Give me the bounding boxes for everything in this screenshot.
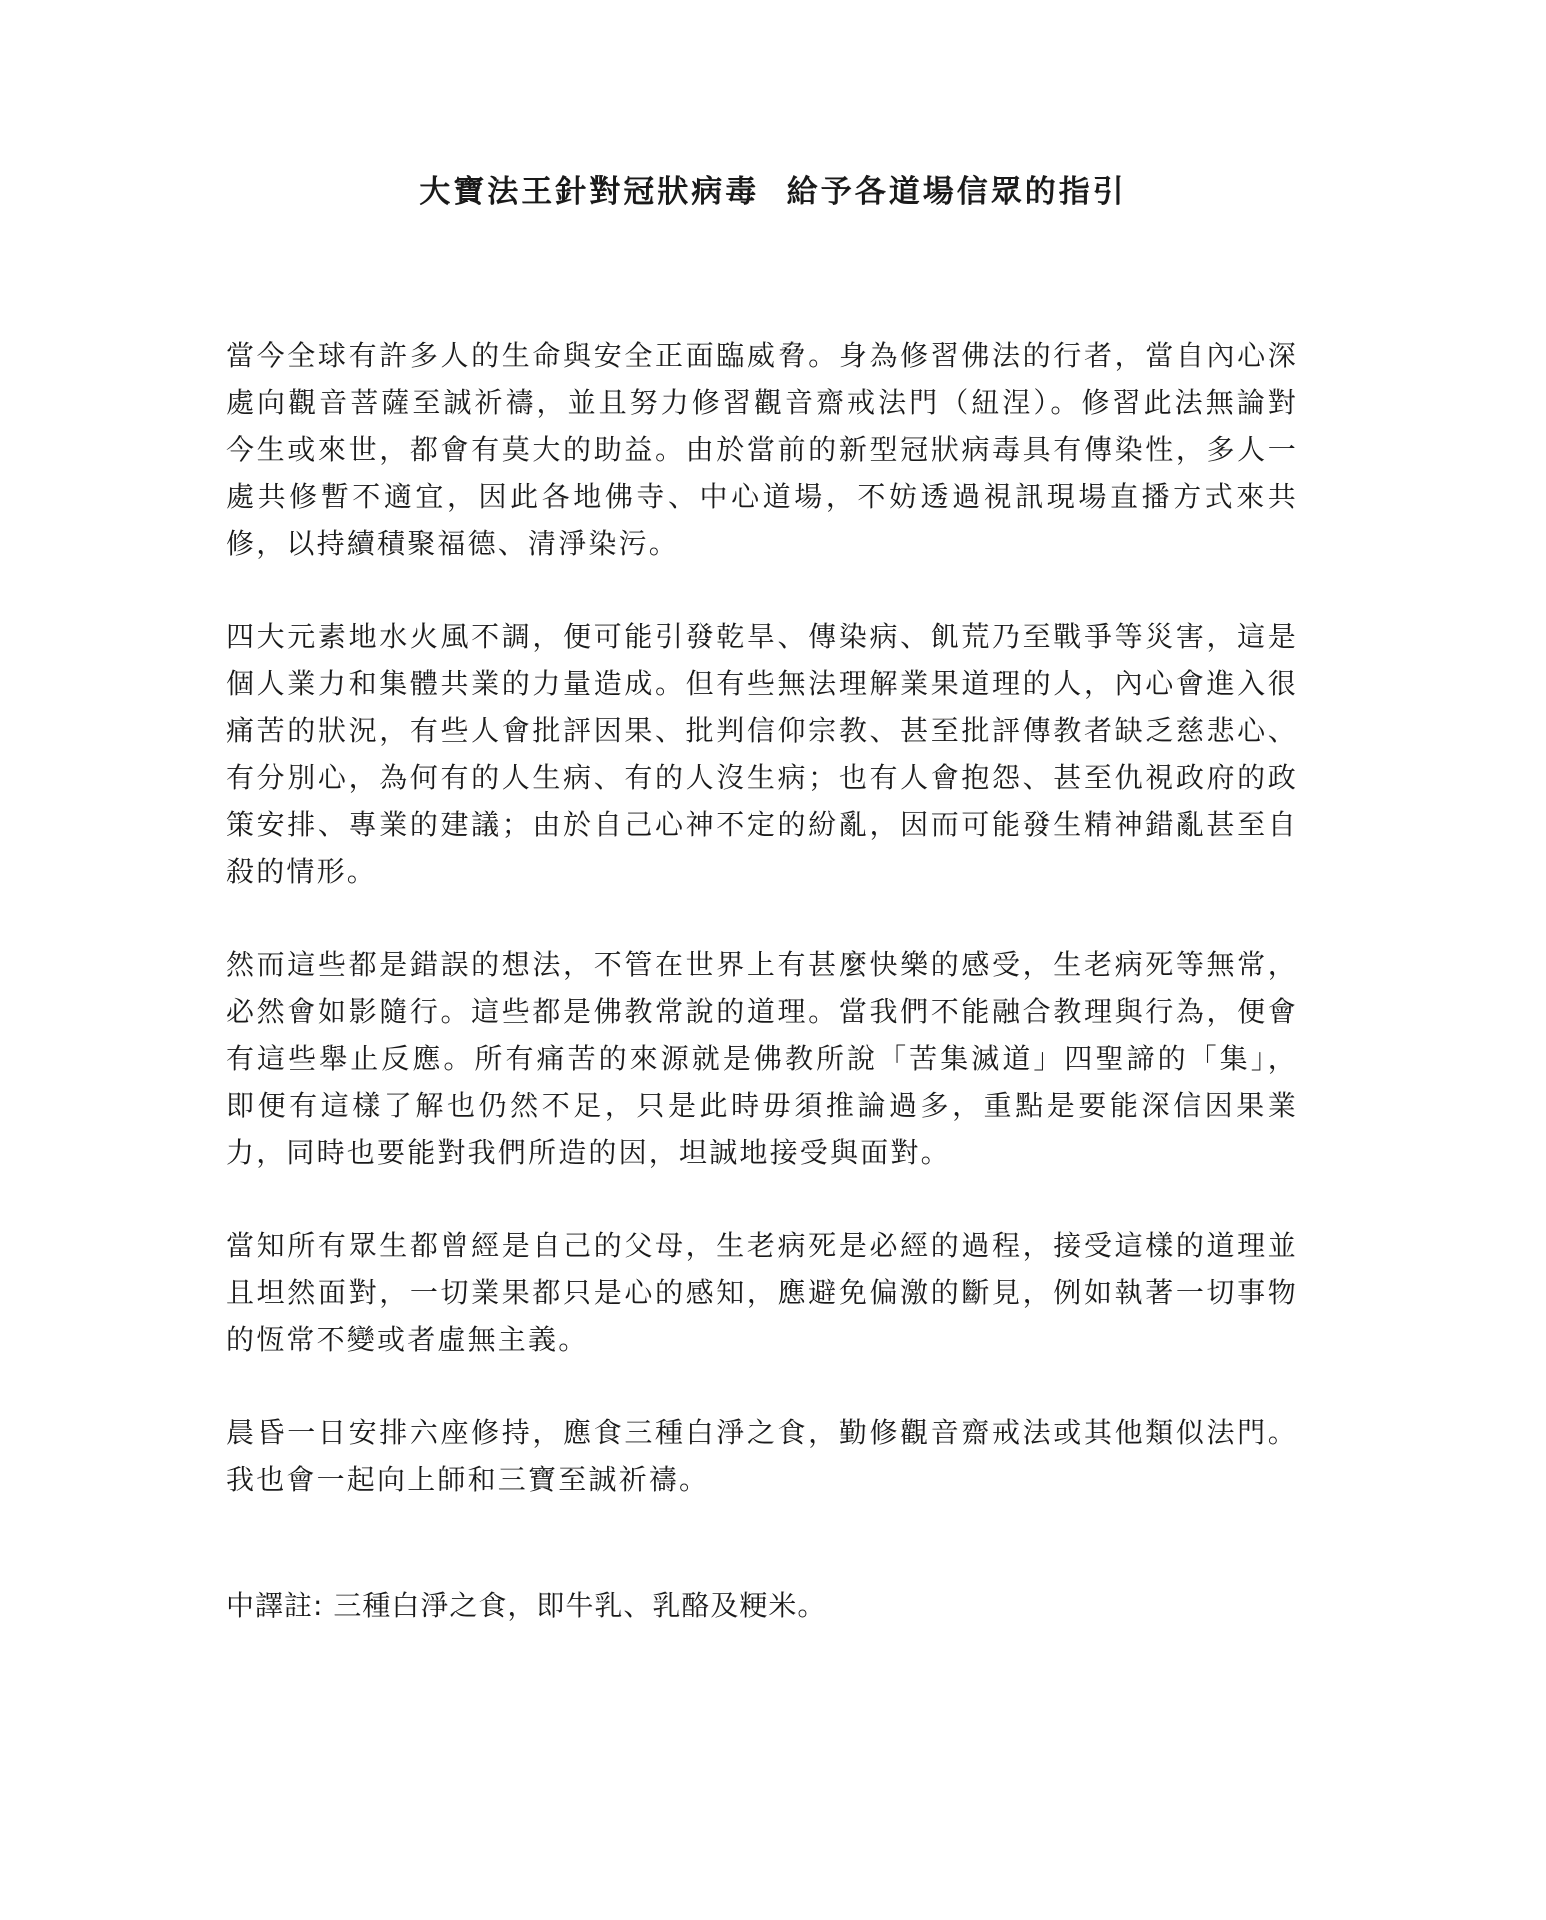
paragraph-2: 四大元素地水火風不調，便可能引發乾旱、傳染病、飢荒乃至戰爭等災害，這是個人業力和集體共業的力量造成。但有些無法理解業果道理的人，內心會進入很痛苦的狀況，有些人會批評因果、批判信仰宗教、甚至批評傳教者缺乏慈悲心、有分別心，為何有的人生病、有的人沒生病；也有人會抱怨、甚至仇視政府的政策安排、專業的建議；由於自己心神不定的紛亂，因而可能發生精神錯亂甚至自殺的情形。 [226, 620, 1298, 888]
paragraph-3: 然而這些都是錯誤的想法，不管在世界上有甚麼快樂的感受，生老病死等無常，必然會如影隨行。這些都是佛教常說的道理。當我們不能融合教理與行為，便會有這些舉止反應。所有痛苦的來源就是佛教所說「苦集滅道」四聖諦的「集」，即便有這樣了解也仍然不足，只是此時毋須推論過多，重點是要能深信因果業力，同時也要能對我們所造的因，坦誠地接受與面對。 [226, 948, 1298, 1169]
paragraph-5: 晨昏一日安排六座修持，應食三種白淨之食，勤修觀音齋戒法或其他類似法門。我也會一起向上師和三寶至誠祈禱。 [226, 1416, 1298, 1496]
document-title: 大寶法王針對冠狀病毒 給予各道場信眾的指引 [419, 174, 1127, 210]
translator-note: 中譯註: 三種白淨之食，即牛乳、乳酪及粳米。 [226, 1589, 827, 1622]
paragraph-1: 當今全球有許多人的生命與安全正面臨威脅。身為修習佛法的行者，當自內心深處向觀音菩薩至誠祈禱，並且努力修習觀音齋戒法門（紐涅）。修習此法無論對今生或來世，都會有莫大的助益。由於當前的新型冠狀病毒具有傳染性，多人一處共修暫不適宜，因此各地佛寺、中心道場，不妨透過視訊現場直播方式來共修，以持續積聚福德、清淨染污。 [226, 339, 1298, 560]
paragraph-4: 當知所有眾生都曾經是自己的父母，生老病死是必經的過程，接受這樣的道理並且坦然面對，一切業果都只是心的感知，應避免偏激的斷見，例如執著一切事物的恆常不變或者虛無主義。 [226, 1229, 1298, 1356]
document-body [226, 332, 1298, 1503]
